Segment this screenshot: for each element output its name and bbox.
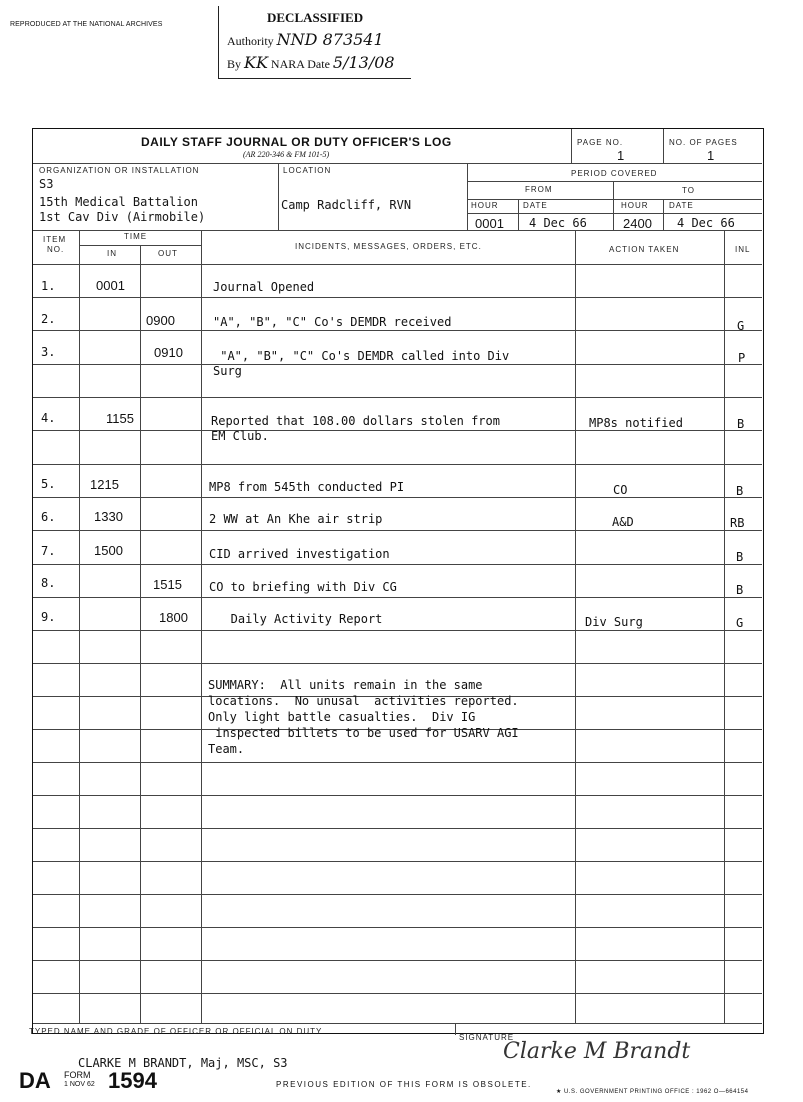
- from-label: FROM: [525, 185, 553, 194]
- in-label: IN: [107, 249, 117, 258]
- location-label: LOCATION: [283, 166, 332, 175]
- entry-4-incident: Reported that 108.00 dollars stolen from EM Club.: [211, 414, 500, 443]
- nara-date-label: NARA Date: [270, 57, 330, 71]
- from-date-label: DATE: [523, 201, 548, 210]
- authority-line: [227, 30, 384, 49]
- from-to-divider: [467, 199, 762, 200]
- entry-6-action: A&D: [612, 515, 634, 529]
- to-hour-label: HOUR: [621, 201, 649, 210]
- form-number: 1594: [108, 1068, 157, 1093]
- previous-edition-note: PREVIOUS EDITION OF THIS FORM IS OBSOLETE.: [276, 1080, 532, 1089]
- in-col-line: [140, 245, 141, 1023]
- entry-1-incident: Journal Opened: [213, 280, 315, 294]
- officer-label: TYPED NAME AND GRADE OF OFFICER OR OFFICIAL ON DUTY: [29, 1027, 323, 1036]
- org-location-divider: [278, 163, 279, 230]
- rule-line: [33, 795, 762, 796]
- officer-name: CLARKE M BRANDT, Maj, MSC, S3: [78, 1056, 288, 1070]
- entry-7-in: 1500: [94, 543, 123, 558]
- column-header-bottom: [33, 264, 762, 265]
- form-edition: [64, 1071, 95, 1089]
- no-of-pages-label: NO. OF PAGES: [669, 138, 738, 147]
- entry-8-incident: CO to briefing with Div CG: [209, 580, 397, 594]
- action-label: ACTION TAKEN: [609, 245, 680, 254]
- summary-text: SUMMARY: All units remain in the same locations. No unusal activities reported. Only light battle casualties. Div IG inspected billets to be used for USARV AGI Team.: [208, 678, 519, 756]
- entry-9-out: 1800: [159, 610, 188, 625]
- entry-6-item: 6.: [41, 510, 56, 524]
- authority-label: Authority: [227, 34, 274, 48]
- org-line-1: S3: [39, 177, 54, 191]
- entry-5-inl: B: [736, 484, 744, 498]
- to-label: TO: [682, 186, 695, 195]
- entry-2-item: 2.: [41, 312, 56, 326]
- entry-6-in: 1330: [94, 509, 123, 524]
- rule-line: [33, 828, 762, 829]
- gpo-note: ★ U.S. GOVERNMENT PRINTING OFFICE : 1962 O—664154: [556, 1089, 749, 1095]
- entry-1-in: 0001: [96, 278, 125, 293]
- column-header-top: [33, 230, 762, 231]
- nara-date-value: 5/13/08: [332, 53, 395, 72]
- rule-line: [33, 663, 762, 664]
- form-word: FORM: [64, 1070, 91, 1080]
- hour-date-divider: [467, 213, 762, 214]
- entry-9-incident: Daily Activity Report: [209, 612, 383, 626]
- no-label: NO.: [47, 245, 65, 254]
- form-authority: (AR 220-346 & FM 101-5): [243, 150, 330, 159]
- footer-divider: [455, 1023, 456, 1035]
- archive-note: REPRODUCED AT THE NATIONAL ARCHIVES: [10, 21, 163, 28]
- form-date: 1 NOV 62: [64, 1081, 95, 1088]
- incidents-label: INCIDENTS, MESSAGES, ORDERS, ETC.: [295, 242, 482, 251]
- entry-5-action: CO: [613, 483, 628, 497]
- to-date: 4 Dec 66: [677, 216, 735, 230]
- org-label: ORGANIZATION OR INSTALLATION: [39, 166, 200, 175]
- entry-6-incident: 2 WW at An Khe air strip: [209, 512, 383, 526]
- inl-label: INL: [735, 245, 751, 254]
- incident-col-line: [575, 230, 576, 1023]
- entry-9-inl: G: [736, 616, 744, 630]
- action-col-line: [724, 230, 725, 1023]
- entry-5-in: 1215: [90, 477, 119, 492]
- entry-2-inl: G: [737, 319, 745, 333]
- entry-3-item: 3.: [41, 345, 56, 359]
- rule-line: [33, 564, 762, 565]
- entry-7-inl: B: [736, 550, 744, 564]
- entry-2-out: 0900: [146, 313, 175, 328]
- no-of-pages: 1: [707, 148, 715, 163]
- declassified-title: DECLASSIFIED: [267, 10, 364, 25]
- rule-line: [33, 993, 762, 994]
- to-hour: 2400: [623, 216, 652, 231]
- signature: Clarke M Brandt: [503, 1039, 691, 1064]
- from-hour-split: [518, 199, 519, 230]
- page-no-label: PAGE NO.: [577, 138, 624, 147]
- declassification-stamp: [218, 6, 411, 79]
- rule-line: [33, 894, 762, 895]
- entry-3-out: 0910: [154, 345, 183, 360]
- entry-8-inl: B: [736, 583, 744, 597]
- from-hour-label: HOUR: [471, 201, 499, 210]
- location-value: Camp Radcliff, RVN: [281, 198, 412, 212]
- rule-line: [33, 464, 762, 465]
- rule-line: [33, 597, 762, 598]
- item-col-line: [79, 230, 80, 1023]
- entry-4-item: 4.: [41, 411, 56, 425]
- rule-line: [33, 397, 762, 398]
- entry-9-action: Div Surg: [585, 615, 643, 629]
- entry-3-inl: P: [738, 351, 746, 365]
- entry-4-in: 1155: [106, 411, 134, 426]
- entry-3-incident: "A", "B", "C" Co's DEMDR called into Div Surg: [213, 349, 510, 378]
- out-label: OUT: [158, 249, 178, 258]
- rule-line: [33, 630, 762, 631]
- org-line-2: 15th Medical Battalion: [39, 195, 198, 209]
- by-label: By: [227, 57, 242, 71]
- entry-5-incident: MP8 from 545th conducted PI: [209, 480, 405, 494]
- from-to-split: [613, 181, 614, 230]
- from-date: 4 Dec 66: [529, 216, 587, 230]
- rule-line: [33, 330, 762, 331]
- footer-top-line: [33, 1023, 762, 1024]
- period-divider: [467, 181, 762, 182]
- header-divider: [33, 163, 762, 164]
- to-date-label: DATE: [669, 201, 694, 210]
- signature-label: SIGNATURE: [459, 1033, 515, 1042]
- to-hour-split: [663, 199, 664, 230]
- entry-8-out: 1515: [153, 577, 182, 592]
- out-col-line: [201, 230, 202, 1023]
- entry-9-item: 9.: [41, 610, 56, 624]
- from-hour: 0001: [475, 216, 504, 231]
- by-value: KK: [244, 53, 268, 72]
- entry-2-incident: "A", "B", "C" Co's DEMDR received: [213, 315, 452, 329]
- by-line: [227, 53, 395, 72]
- da-label: DA: [19, 1068, 51, 1093]
- rule-line: [33, 497, 762, 498]
- rule-line: [33, 927, 762, 928]
- org-line-3: 1st Cav Div (Airmobile): [39, 210, 206, 224]
- rule-line: [33, 762, 762, 763]
- rule-line: [33, 297, 762, 298]
- authority-value: NND 873541: [276, 30, 384, 49]
- entry-8-item: 8.: [41, 576, 56, 590]
- period-label: PERIOD COVERED: [571, 169, 658, 178]
- journal-form: [29, 128, 764, 1070]
- rule-line: [33, 530, 762, 531]
- entry-1-item: 1.: [41, 279, 56, 293]
- entry-7-incident: CID arrived investigation: [209, 547, 390, 561]
- form-title: DAILY STAFF JOURNAL OR DUTY OFFICER'S LOG: [141, 135, 452, 149]
- time-label: TIME: [124, 232, 148, 241]
- page-no: 1: [617, 148, 625, 163]
- entry-7-item: 7.: [41, 544, 56, 558]
- rule-line: [33, 960, 762, 961]
- entry-4-action: MP8s notified: [589, 416, 683, 430]
- location-period-divider: [467, 163, 468, 230]
- entry-5-item: 5.: [41, 477, 56, 491]
- item-label: ITEM: [43, 235, 67, 244]
- pages-divider: [663, 129, 664, 163]
- rule-line: [33, 861, 762, 862]
- entry-6-inl: RB: [730, 516, 745, 530]
- page-divider: [571, 129, 572, 163]
- entry-4-inl: B: [737, 417, 745, 431]
